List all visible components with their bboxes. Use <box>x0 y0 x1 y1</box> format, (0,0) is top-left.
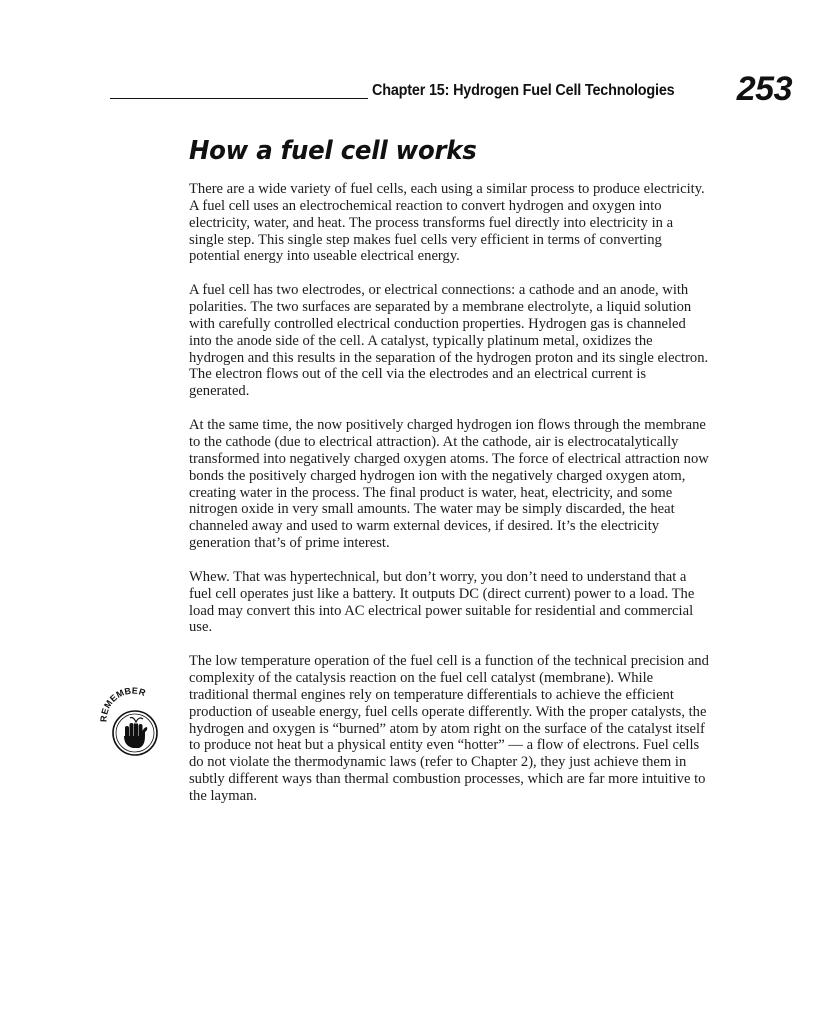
paragraph-5: The low temperature operation of the fuel cell is a function of the technical precision and complexity of the catalysis reaction on the fuel cell catalyst (membrane). While traditional thermal engines rely on temperature differentials to achieve the efficient production of useable energy, fuel cells operate differently. With the proper catalysts, the hydrogen and oxygen is “burned” atom by atom right on the surface of the catalyst itself to produce not heat but a physical entity even “hotter” — a flow of electrons. Fuel cells do not violate the thermodynamic laws (refer to Chapter 2), they just achieve them in subtly different ways than thermal combustion processes, which are far more intuitive to the layman. <box>189 653 709 804</box>
paragraph-2: A fuel cell has two electrodes, or electrical connections: a cathode and an anode, with polarities. The two surfaces are separated by a membrane electrolyte, a liquid solution with carefully controlled electrical conduction properties. Hydrogen gas is channeled into the anode side of the cell. A catalyst, typically platinum metal, oxidizes the hydrogen and this results in the separation of the hydrogen proton and its single electron. The electron flows out of the cell via the electrodes and an electrical current is generated. <box>189 282 709 400</box>
section-title: How a fuel cell works <box>189 136 477 166</box>
running-head <box>110 70 796 112</box>
chapter-title: Chapter 15: Hydrogen Fuel Cell Technologies <box>372 82 675 99</box>
remember-label: REMEMBER <box>98 686 148 723</box>
body-text <box>189 181 709 805</box>
paragraph-1: There are a wide variety of fuel cells, each using a similar process to produce electricity. A fuel cell uses an electrochemical reaction to convert hydrogen and oxygen into electricity, water, and heat. The process transforms fuel directly into electricity in a single step. This single step makes fuel cells very efficient in terms of converting potential energy into useable electrical energy. <box>189 181 705 265</box>
page-number: 253 <box>736 70 792 108</box>
remember-icon <box>98 686 168 764</box>
paragraph-3: At the same time, the now positively charged hydrogen ion flows through the membrane to the cathode (due to electrical attraction). At the cathode, air is electrocatalytically transformed into negatively charged oxygen atoms. The force of electrical attraction now bonds the positively charged hydrogen ion with the negatively charged oxygen atom, creating water in the process. The final product is water, heat, electricity, and some nitrogen oxide in very small amounts. The water may be simply discarded, the heat channeled away and used to warm external devices, if desired. It’s the electricity generation that’s of prime interest. <box>189 417 709 552</box>
paragraph-4: Whew. That was hypertechnical, but don’t worry, you don’t need to understand that a fuel cell operates just like a battery. It outputs DC (direct current) power to a load. The load may convert this into AC electrical power suitable for residential and commercial use. <box>189 568 695 636</box>
header-rule <box>110 98 368 99</box>
